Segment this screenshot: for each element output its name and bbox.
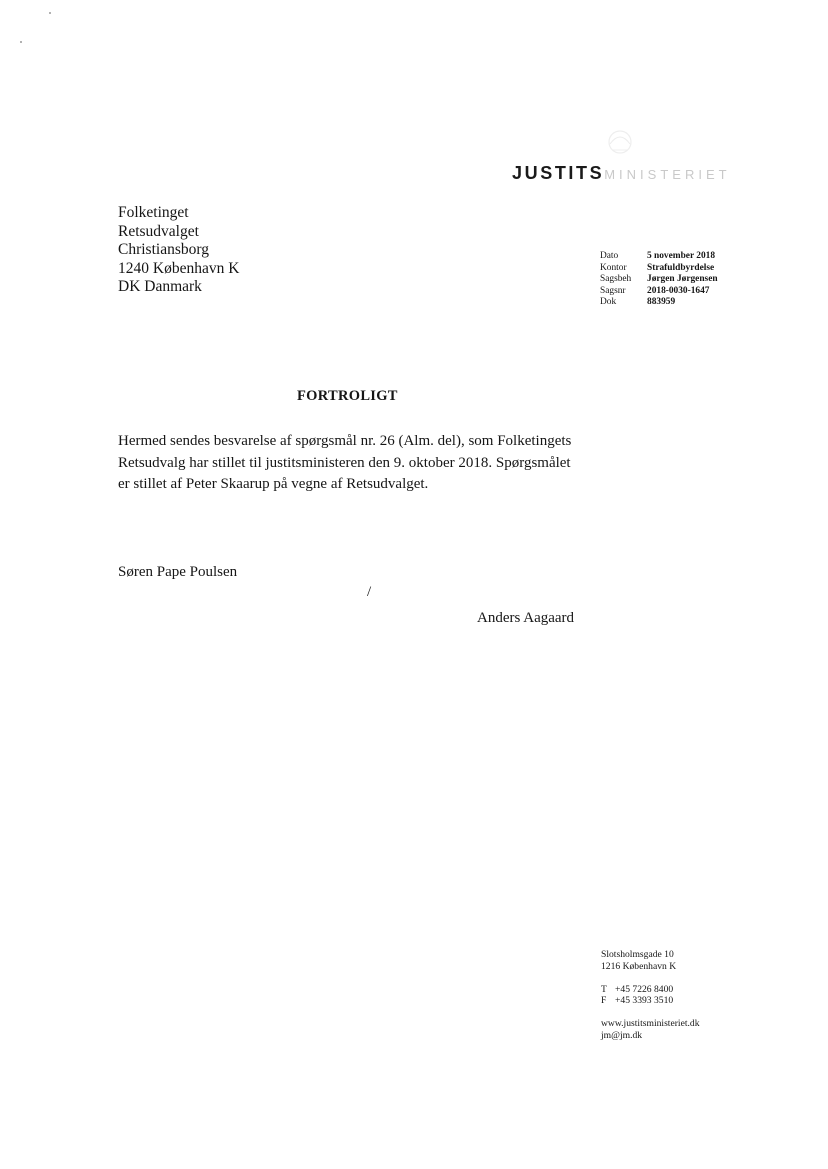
meta-label: Dato <box>600 251 619 261</box>
scan-speck <box>20 41 22 43</box>
footer-website[interactable]: www.justitsministeriet.dk <box>601 1018 700 1030</box>
body-line: Retsudvalg har stillet til justitsministeren den 9. oktober 2018. Spørgsmålet <box>118 454 571 471</box>
meta-value: Strafuldbyrdelse <box>647 262 715 273</box>
signer-minister: Søren Pape Poulsen <box>118 564 238 580</box>
ministry-logo <box>512 164 731 183</box>
meta-label: Kontor <box>600 262 627 273</box>
logo-bold-text: JUSTITS <box>512 163 605 183</box>
footer-city: 1216 København K <box>601 960 677 972</box>
meta-value: 2018-0030-1647 <box>647 285 710 296</box>
footer-street: Slotsholmsgade 10 <box>601 949 674 960</box>
meta-row-caseworker <box>600 274 718 286</box>
signature-separator: / <box>367 584 372 600</box>
phone-label: T <box>601 983 607 995</box>
scan-speck <box>49 12 51 14</box>
meta-label: Sagsnr <box>600 285 626 296</box>
body-paragraph <box>118 431 608 496</box>
meta-row-case-number <box>600 286 718 298</box>
ministry-contact <box>601 949 700 1042</box>
fax-label: F <box>601 995 607 1007</box>
body-line: er stillet af Peter Skaarup på vegne af Retsudvalget. <box>118 476 429 492</box>
address-line: Retsudvalget <box>118 222 199 240</box>
phone-number: +45 7226 8400 <box>615 983 674 995</box>
crest-icon <box>598 124 642 160</box>
confidential-heading: FORTROLIGT <box>297 388 398 404</box>
address-line: 1240 København K <box>118 259 240 277</box>
body-line: Hermed sendes besvarelse af spørgsmål nr. 26 (Alm. del), som Folketingets <box>118 433 572 449</box>
meta-row-date <box>600 251 718 263</box>
footer-fax <box>601 995 700 1007</box>
footer-email[interactable]: jm@jm.dk <box>601 1029 643 1041</box>
footer-phone <box>601 984 700 996</box>
address-line: Christiansborg <box>118 241 209 259</box>
meta-label: Sagsbeh <box>600 274 632 284</box>
signer-official: Anders Aagaard <box>477 610 575 626</box>
meta-row-office <box>600 263 718 275</box>
address-line: DK Danmark <box>118 278 202 296</box>
meta-value: 5 november 2018 <box>647 251 716 261</box>
meta-label: Dok <box>600 297 617 307</box>
meta-value: 883959 <box>647 297 676 307</box>
document-metadata <box>600 251 718 309</box>
fax-number: +45 3393 3510 <box>615 995 674 1007</box>
meta-row-document <box>600 297 718 309</box>
address-line: Folketinget <box>118 204 189 221</box>
recipient-address <box>118 204 239 297</box>
logo-light-text: MINISTERIET <box>604 167 731 182</box>
meta-value: Jørgen Jørgensen <box>647 274 718 284</box>
